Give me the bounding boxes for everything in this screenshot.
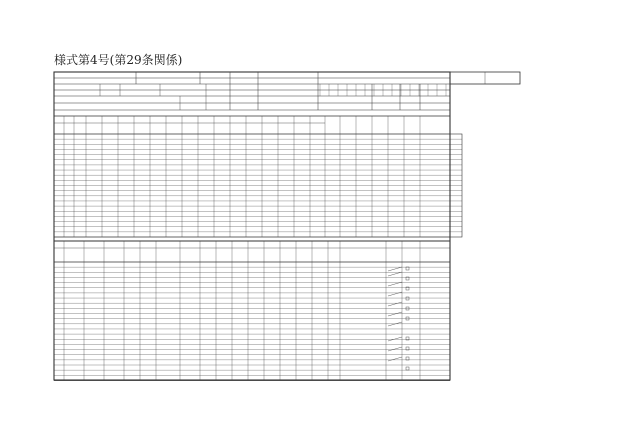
lower-check-box [406,367,409,370]
lower-diagonal-strike [388,292,402,296]
lower-diagonal-strike [388,337,402,341]
lower-diagonal-strike [388,322,402,326]
lower-diagonal-strike [388,267,402,271]
lower-check-box [406,267,409,270]
lower-diagonal-strike [388,357,402,361]
lower-check-box [406,297,409,300]
lower-diagonal-strike [388,272,402,276]
lower-check-box [406,357,409,360]
lower-diagonal-strike [388,347,402,351]
lower-diagonal-strike [388,312,402,316]
lower-diagonal-strike [388,302,402,306]
form-title: 様式第4号(第29条関係) [54,53,183,67]
lower-check-box [406,337,409,340]
form-outer-border [54,72,450,380]
lower-check-box [406,287,409,290]
